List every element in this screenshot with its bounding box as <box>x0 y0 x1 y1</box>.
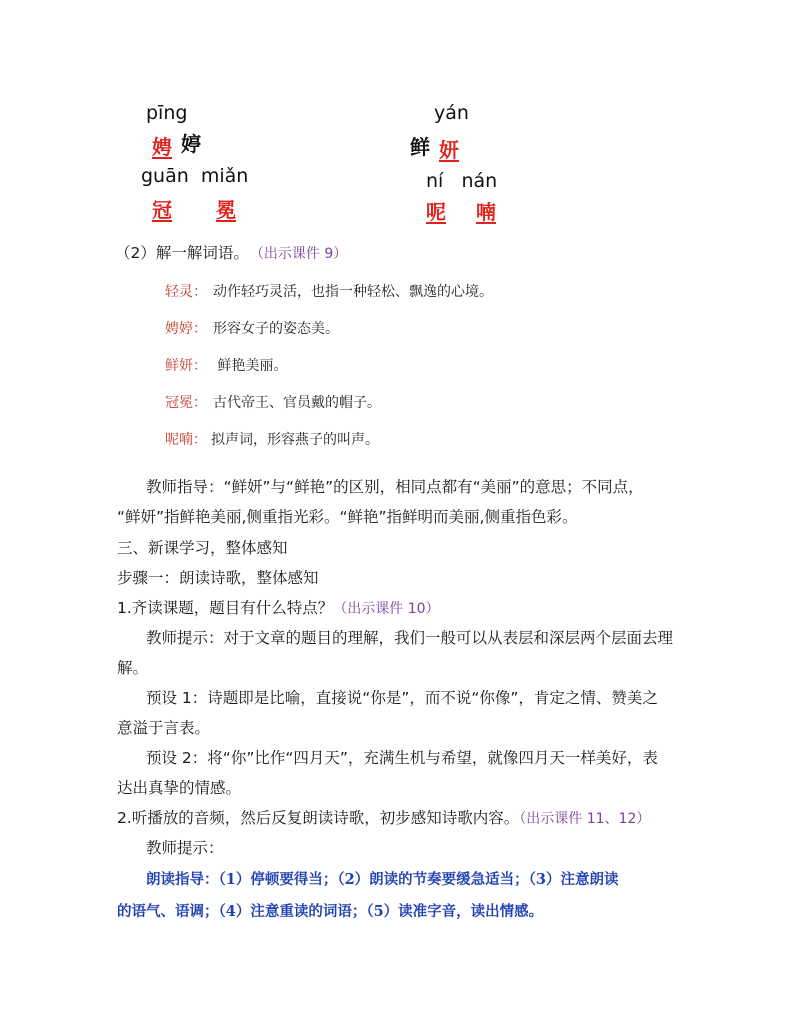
char-nan: 喃 <box>476 200 496 224</box>
char-ting: 婷 <box>181 132 201 156</box>
term-row <box>165 355 287 375</box>
pinyin-guan-mian: guān miǎn <box>141 165 249 187</box>
char-mian: 冕 <box>216 198 236 222</box>
guidance-line-1: 教师指导：“鲜妍”与“鲜艳”的区别，相同点都有“美丽”的意思；不同点， <box>146 478 644 496</box>
preset-2-line-2: 达出真挚的情感。 <box>117 779 242 797</box>
question-1-text: 1.齐读课题，题目有什么特点？ <box>117 599 334 617</box>
tip-line-1: 教师提示：对于文章的题目的理解，我们一般可以从表层和深层两个层面去理 <box>146 629 674 647</box>
term-label: 轻灵： <box>165 284 207 300</box>
char-ni: 呢 <box>426 200 446 224</box>
preset-2-line-1: 预设 2：将“你”比作“四月天”，充满生机与希望，就像四月天一样美好，表 <box>146 749 658 767</box>
guidance-line-2: “鲜妍”指鲜艳美丽,侧重指光彩。“鲜艳”指鲜明而美丽,侧重指色彩。 <box>117 508 578 526</box>
term-row <box>165 318 339 338</box>
term-definition: 形容女子的姿态美。 <box>213 321 339 337</box>
term-definition: 动作轻巧灵活，也指一种轻松、飘逸的心境。 <box>213 284 493 300</box>
term-label: 呢喃： <box>165 432 207 448</box>
term-label: 冠冕： <box>165 395 207 411</box>
char-guan: 冠 <box>152 198 172 222</box>
step1-heading: 步骤一：朗读诗歌，整体感知 <box>117 569 319 587</box>
term-row <box>165 429 379 449</box>
section2-heading-text: （2）解一解词语。 <box>115 244 249 262</box>
section2-heading <box>115 241 347 263</box>
question-2 <box>117 806 650 828</box>
tip-2: 教师提示： <box>146 839 224 857</box>
preset-1-line-1: 预设 1：诗题即是比喻，直接说“你是”，而不说“你像”，肯定之情、赞美之 <box>146 689 658 707</box>
pinyin-ni-nan: ní nán <box>426 170 498 192</box>
pinyin-yan: yán <box>434 102 469 124</box>
pinyin-ping: pīng <box>146 102 188 124</box>
question-2-text: 2.听播放的音频，然后反复朗读诗歌，初步感知诗歌内容。 <box>117 809 520 827</box>
preset-1-line-2: 意溢于言表。 <box>117 719 211 737</box>
term-label: 鲜妍： <box>165 358 207 374</box>
char-xian: 鲜 <box>410 135 430 159</box>
section3-heading: 三、新课学习，整体感知 <box>117 539 288 557</box>
question-1 <box>117 596 440 618</box>
section2-courseware: （出示课件 9） <box>256 246 348 262</box>
reading-guide-line-2: 的语气、语调；（4）注意重读的词语；（5）读准字音，读出情感。 <box>117 903 544 920</box>
term-definition: 拟声词，形容燕子的叫声。 <box>211 432 379 448</box>
term-definition: 古代帝王、官员戴的帽子。 <box>213 395 381 411</box>
tip-line-2: 解。 <box>117 659 149 677</box>
reading-guide-line-1: 朗读指导：（1）停顿要得当；（2）朗读的节奏要缓急适当；（3）注意朗读 <box>146 871 619 888</box>
char-ping: 娉 <box>152 135 172 159</box>
question-2-courseware: （出示课件 11、12） <box>519 811 651 827</box>
char-yan: 妍 <box>439 138 459 162</box>
term-row <box>165 392 381 412</box>
term-definition: 鲜艳美丽。 <box>213 358 288 374</box>
question-1-courseware: （出示课件 10） <box>333 601 440 617</box>
term-row <box>165 281 493 301</box>
term-label: 娉婷： <box>165 321 207 337</box>
